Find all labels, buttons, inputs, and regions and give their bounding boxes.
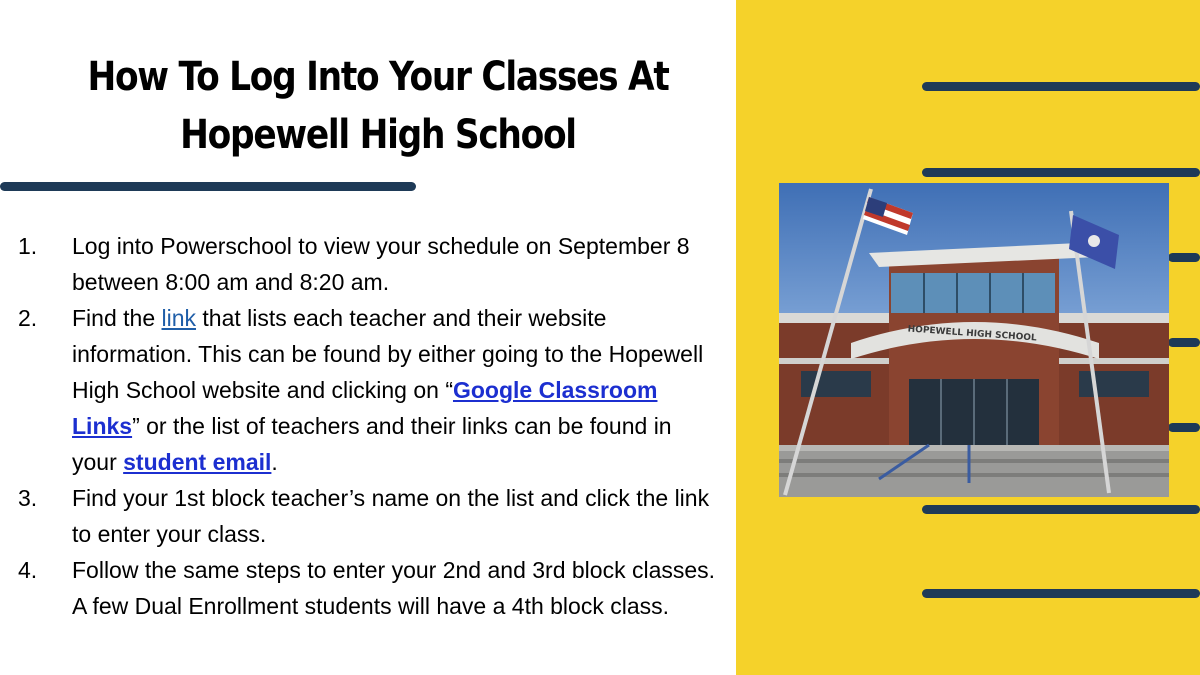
step-text: Find your 1st block teacher’s name on the list and click the link to enter your class.: [72, 485, 710, 547]
decorative-stripe: [922, 168, 1200, 177]
step-text: Log into Powerschool to view your schedule on September 8 between 8:00 am and 8:20 am.: [72, 233, 690, 295]
step-3: [18, 480, 718, 552]
step-text: Follow the same steps to enter your 2nd and 3rd block classes. A few Dual Enrollment students will have a 4th block class.: [72, 557, 716, 619]
slide-title: [70, 48, 686, 164]
decorative-stripe: [1168, 423, 1200, 432]
step-number: 2.: [18, 305, 38, 331]
step-number: 4.: [18, 557, 38, 583]
decorative-stripe: [922, 82, 1200, 91]
building-sign: HOPEWELL HIGH SCHOOL: [907, 324, 1037, 344]
steps-list: [18, 228, 718, 624]
student-email-link[interactable]: student email: [123, 449, 272, 475]
google-classroom-links-link[interactable]: Google Classroom Links: [72, 377, 658, 439]
decorative-stripe: [1168, 253, 1200, 262]
step-number: 3.: [18, 485, 38, 511]
title-line-1: How To Log Into Your Classes At: [87, 54, 669, 100]
step-2: [18, 300, 718, 480]
teacher-list-link[interactable]: link: [161, 305, 197, 331]
decorative-stripe: [1168, 338, 1200, 347]
step-text-part: that lists each teacher and their website information. This can be found by either going to the Hopewell High School website and clicking on “: [72, 305, 704, 403]
step-text-part: Find the: [72, 305, 162, 331]
decorative-stripe: [922, 589, 1200, 598]
step-4: [18, 552, 718, 624]
title-line-2: Hopewell High School: [180, 112, 576, 158]
step-1: [18, 228, 718, 300]
step-text-part: ” or the list of teachers and their links can be found in your: [72, 413, 672, 475]
decorative-stripe: [922, 505, 1200, 514]
school-building-photo: [779, 183, 1169, 497]
step-text-part: .: [271, 449, 278, 475]
step-number: 1.: [18, 233, 38, 259]
title-underline-bar: [0, 182, 416, 191]
